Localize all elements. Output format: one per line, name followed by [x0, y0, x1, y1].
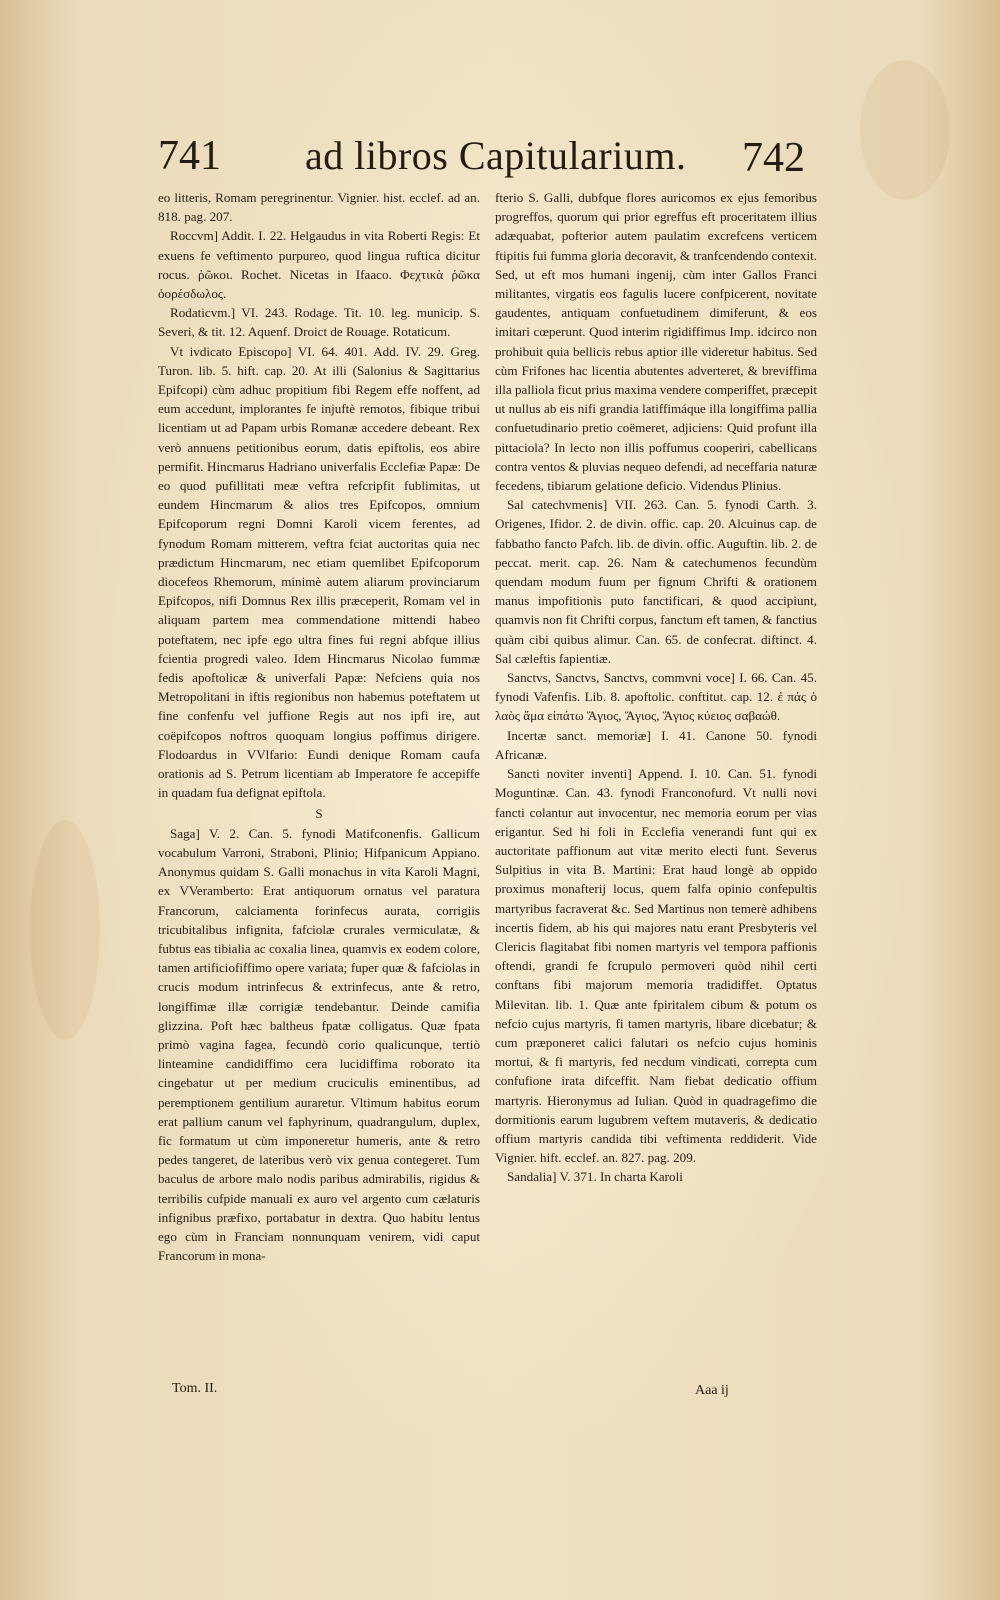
entry-sal-catechumenis: Sal catechvmenis] VII. 263. Can. 5. fynodi Carth. 3. Origenes, Ifidor. 2. de divin. offic. cap. 20. Alcuinus cap. de fabbatho fancto Pafch. lib. de divin. offic. Auguftin. lib. 2. de peccat. merit. cap. 26. Nam & catechumenos fecundùm quendam modum fuum per fignum Chrifti & orationem manus impofitionis puto fanctificari, & quod accipiunt, quamvis non fit Chrifti corpus, fanctum eft tamen, & fanctius quàm cibi quibus alimur. Can. 65. de confecrat. diftinct. 4. Sal cæleftis fapientiæ.	[495, 497, 817, 666]
entry-incertae-sanct-memoriae: Incertæ sanct. memoriæ] I. 41. Canone 50. fynodi Africanæ.	[495, 727, 817, 762]
right-column	[495, 188, 817, 1187]
entry-ut-iudicato-episcopo: Vt ivdicato Episcopo] VI. 64. 401. Add. IV. 29. Greg. Turon. lib. 5. hift. cap. 20. At illi (Salonius & Sagittarius Epifcopi) cùm adhuc propitium fibi Regem effe noffent, ad eum accedunt, implorantes fe injuftè remotos, fibique tribui licentiam ut ad Papam urbis Romanæ accedere debeant. Rex verò annuens petitionibus eorum, datis epiftolis, eos abire permifit. Hincmarus Hadriano univerfalis Ecclefiæ Papæ: De eo quod pufillitati meæ veftra refcripfit fublimitas, ut eundem Hincmarum & alios tres Epifcopos, omnium Epifcoporum regni Domni Karoli vicem ferentes, ad fynodum Romam mitterem, veftra fciat auctoritas quia nec prædictum Hincmarum, nec etiam quemlibet Epifcoporum diocefeos Rhemorum, minimè autem aliarum provinciarum Epifcopos, nifi Domnus Rex illis præceperit, Romam vel in aliquam partem mea commendatione mittendi habeo poteftatem, nec ipfe ego ultra fines fui regni abfque illius fcientia progredi valeo. Idem Hincmarus Nicolao fummæ fedis apoftolicæ & univerfali Papæ: Nefciens quia nos Metropolitani in iftis regionibus non habemus poteftatem ut fine confenfu vel juffione Regis aut nos ipfi ire, aut coëpifcopos noftros quoquam longius poffimus dirigere. Flodoardus in VVlfario: Eundi denique Romam caufa orationis ad S. Petrum licentiam ab Imperatore fe accepiffe in quadam fua defignat epiftola.	[158, 343, 480, 801]
entry-roccum: Roccvm] Addit. I. 22. Helgaudus in vita Roberti Regis: Et exuens fe veftimento purpureo, quod lingua ruftica dicitur rocus. ῥῶκοι. Rochet. Nicetas in Ifaaco. Φεχτικὰ ῥῶκα ὁορέσδωλος.	[158, 228, 480, 302]
entry-sanctus: Sanctvs, Sanctvs, Sanctvs, commvni voce] I. 66. Can. 45. fynodi Vafenfis. Lib. 8. apoftolic. conftitut. cap. 12. ἐ πάς ὁ λαὸς ἅμα εἰπάτω Ἅγιος, Ἅγιος, Ἅγιος κύειος σαβαώθ.	[495, 670, 817, 724]
section-letter: S	[315, 805, 323, 821]
page-header	[0, 132, 1000, 192]
right-page-number: 742	[742, 135, 805, 181]
paper-stain	[30, 820, 100, 1040]
catchword-signature: Aaa ij	[695, 1383, 729, 1398]
continuation-paragraph: eo litteris, Romam peregrinentur. Vignier. hist. ecclef. ad an. 818. pag. 207.	[158, 190, 480, 225]
left-column	[158, 188, 480, 1265]
left-page-number: 741	[158, 133, 221, 179]
continuation-paragraph: fterio S. Galli, dubfque flores auricomos ex ejus femoribus progreffos, quorum qui prior egreffus eft proceritatem illius adæquabat, pofterior autem paulatim excrefcens verticem ftipitis fui fumma gloria decoravit, & tranfcendendo contexit. Sed, ut eft mos humani ingenij, cùm inter Gallos Franci militantes, virgatis eos fagulis lucere confpicerent, novitate gaudentes, antiquam confuetudinem dimiferunt, & eos imitari cœperunt. Quod interim rigidiffimus Imp. idcirco non prohibuit quia bellicis rebus aptior ille videretur habitus. Sed cùm Frifones hac licentia abutentes adverteret, & breviffima illa palliola ficut prius maxima vendere comperiffet, præcepit ut nullus ab eis nifi grandia latiffimáque illa longiffima pallia confuetudinario pretio coëmeret, adjiciens: Quid profunt illa pittaciola? In lecto non illis poffumus cooperiri, cabellicans contra ventos & pluvias nequeo defendi, ad neceffaria naturæ fecedens, tibiarum gelatione deficio. Videndus Plinius.	[495, 190, 817, 494]
running-title: ad libros Capitularium.	[305, 133, 687, 178]
entry-sancti-noviter-inventi: Sancti noviter inventi] Append. I. 10. Can. 51. fynodi Moguntinæ. Can. 43. fynodi Franconofurd. Vt nulli novi fancti colantur aut invocentur, nec memoria eorum per vias erigantur. Sed hi foli in Ecclefia venerandi funt qui ex auctoritate paffionum aut vitæ merito electi funt. Severus Sulpitius in vita B. Martini: Erat haud longè ab oppido proximus monafterij locus, quem falfa opinio confepultis martyribus facraverat &c. Sed Martinus non temerè adhibens incertis fidem, ab his qui majores natu erant Presbyteris vel Clericis flagitabat fibi nomen martyris vel tempora paffionis oftendi, grandi fe fcrupulo permoveri quòd nihil certi conftans fibi majorum memoria tradidiffet. Optatus Milevitan. lib. 1. Quæ ante fpiritalem cibum & potum os nefcio cujus martyris, fi tamen martyris, libare dicebatur; & cum præponeret calici falutari os nefcio cujus hominis mortui, & fi martyris, fed necdum vindicati, correpta cum confufione irata difceffit. Nam fiebat dedicatio offium martyris. Hieronymus ad Iulian. Quòd in quadragefimo die dormitionis earum lugubrem veftem mutaveris, & dedicatio offium martyris candida tibi veftimenta reddiderit. Vide Vignier. hift. ecclef. an. 827. pag. 209.	[495, 766, 817, 1166]
entry-saga: Saga] V. 2. Can. 5. fynodi Matifconenfis. Gallicum vocabulum Varroni, Straboni, Plinio; Hifpanicum Appiano. Anonymus quidam S. Galli monachus in vita Karoli Magni, ex VVeramberto: Erat antiquorum ornatus vel paratura Francorum, calciamenta forinfecus aurata, corrigiis tricubitalibus infignita, fafciolæ crurales vermiculatæ, & fubtus eas tibialia ac coxalia linea, quamvis ex eodem colore, tamen artificiofiffimo opere variata; fuper quæ & fafciolas in crucis modum intrinfecus & extrinfecus, ante & retro, longiffimæ illæ corrigiæ tendebantur. Deinde camifia glizzina. Poft hæc baltheus fpatæ colligatus. Quæ fpata primò vagina fagea, fecundò corio qualicunque, tertiò linteamine candidiffimo cera lucidiffima roborato ita cingebatur ut per medium cruciculis eminentibus, ad peremptionem gentilium auraretur. Vltimum habitus eorum erat pallium canum vel faphyrinum, quadrangulum, duplex, fic formatum ut cùm imponeretur humeris, ante & retro pedes tangeret, de lateribus verò vix genua contegeret. Tum baculus de arbore malo nodis paribus admirabilis, rigidus & terribilis cufpide manuali ex auro vel argento cum cælaturis infignibus præfixo, portabatur in dextra. Quo habitu lentus ego cùm in Franciam nonnunquam venirem, vidi caput Francorum in mona-	[158, 825, 480, 1264]
entry-sandalia: Sandalia] V. 371. In charta Karoli	[507, 1169, 683, 1185]
entry-rodaticum: Rodaticvm.] VI. 243. Rodage. Tit. 10. leg. municip. S. Severi, & tit. 12. Aquenf. Droict de Rouage. Rotaticum.	[158, 305, 480, 340]
volume-signature: Tom. II.	[172, 1381, 218, 1396]
